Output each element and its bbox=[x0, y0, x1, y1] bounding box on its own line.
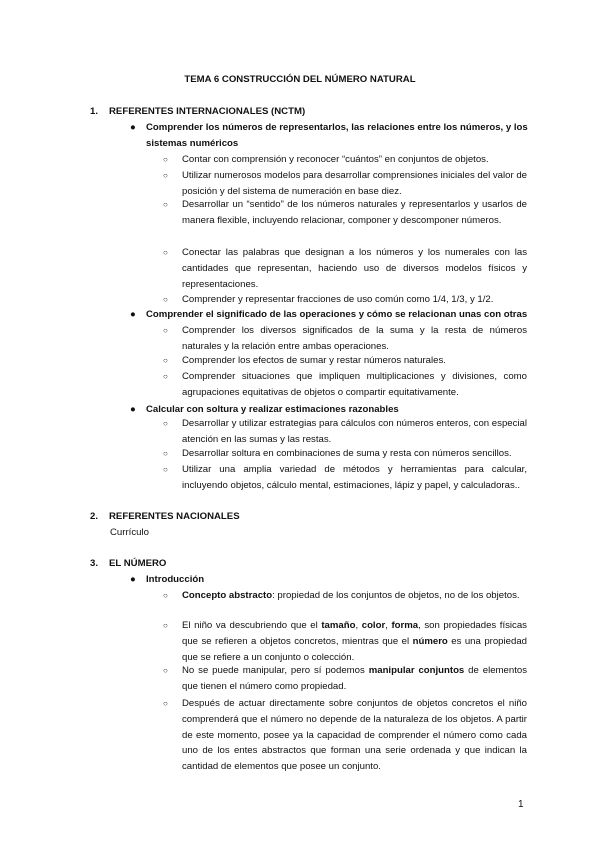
bullet-dot-icon: ● bbox=[130, 574, 136, 585]
text-run: , bbox=[385, 620, 392, 631]
list-item-text: Después de actuar directamente sobre conjuntos de objetos concretos el niño comprenderá que el número no depende de la naturaleza de los objetos. A partir de este momento, posee ya la capacidad de comprender el número como cada uno de los entes abstractos que forman una serie ordenada y que indican la cantidad de elementos que posee un conjunto. bbox=[182, 698, 527, 773]
list-item-text: Desarrollar y utilizar estrategias para cálculos con números enteros, con especial atención en las sumas y las restas. bbox=[182, 418, 528, 445]
bold-term: tamaño bbox=[321, 620, 356, 631]
circle-bullet-icon: ○ bbox=[163, 591, 168, 600]
section-2-subtext: Currículo bbox=[110, 527, 149, 538]
section-2-heading bbox=[90, 509, 240, 525]
list-item-text: Comprender y representar fracciones de uso común como 1/4, 1/3, y 1/2. bbox=[182, 294, 494, 305]
circle-bullet-icon: ○ bbox=[163, 666, 168, 675]
circle-bullet-icon: ○ bbox=[163, 248, 168, 257]
bullet-text: Introducción bbox=[146, 574, 205, 585]
bold-term: color bbox=[361, 620, 386, 631]
bullet-text: Comprender los números de representarlos, las relaciones entre los números, y los sistemas numéricos bbox=[146, 122, 528, 149]
circle-bullet-icon: ○ bbox=[163, 419, 168, 428]
bullet-dot-icon: ● bbox=[130, 404, 136, 415]
section-1-heading bbox=[90, 104, 305, 120]
list-item-text: Utilizar numerosos modelos para desarrollar comprensiones iniciales del valor de posición y del sistema de numeración en base diez. bbox=[182, 170, 528, 197]
bullet-dot-icon: ● bbox=[130, 309, 136, 320]
section-title: REFERENTES NACIONALES bbox=[109, 511, 240, 522]
document-title: TEMA 6 CONSTRUCCIÓN DEL NÚMERO NATURAL bbox=[184, 74, 416, 85]
circle-bullet-icon: ○ bbox=[163, 200, 168, 209]
list-item-text: Comprender los efectos de sumar y restar números naturales. bbox=[182, 355, 446, 366]
text-run: El niño va descubriendo que el bbox=[182, 620, 322, 631]
bold-term: manipular conjuntos bbox=[368, 665, 465, 676]
list-item-text: Contar con comprensión y reconocer “cuántos” en conjuntos de objetos. bbox=[182, 154, 489, 165]
circle-bullet-icon: ○ bbox=[163, 465, 168, 474]
bold-term: Concepto abstracto bbox=[182, 590, 273, 601]
text-run: , bbox=[355, 620, 362, 631]
circle-bullet-icon: ○ bbox=[163, 372, 168, 381]
list-item-text: Conectar las palabras que designan a los números y los numerales con las cantidades que representan, haciendo uso de diversos modelos físicos y representaciones. bbox=[182, 247, 527, 290]
bullet-text: Calcular con soltura y realizar estimaciones razonables bbox=[146, 404, 399, 415]
bullet-dot-icon: ● bbox=[130, 122, 136, 133]
section-title: REFERENTES INTERNACIONALES (NCTM) bbox=[109, 106, 306, 117]
list-item-text: Desarrollar soltura en combinaciones de suma y resta con números sencillos. bbox=[182, 448, 512, 459]
list-item-text: Comprender los diversos significados de la suma y la resta de números naturales y la relación entre ambas operaciones. bbox=[182, 325, 527, 352]
circle-bullet-icon: ○ bbox=[163, 449, 168, 458]
bold-term: número bbox=[412, 635, 448, 647]
list-item-text: Desarrollar un “sentido” de los números naturales y representarlos y usarlos de manera flexible, incluyendo relacionar, componer y descomponer números. bbox=[182, 199, 527, 226]
bold-term: forma bbox=[391, 620, 419, 631]
section-number: 3. bbox=[90, 558, 99, 569]
list-item-text bbox=[182, 588, 527, 604]
list-item-text bbox=[182, 618, 527, 665]
list-item-text bbox=[182, 663, 527, 695]
section-3-heading bbox=[90, 556, 166, 572]
text-run: , son propiedades físicas que se refieren a objetos concretos, mientras que el bbox=[182, 620, 527, 647]
list-item-text: Comprender situaciones que impliquen multiplicaciones y divisiones, como agrupaciones equitativas de objetos o compartir equitativamente. bbox=[182, 371, 527, 398]
section-number: 1. bbox=[90, 106, 99, 117]
bullet-text: Comprender el significado de las operaciones y cómo se relacionan unas con otras bbox=[146, 309, 528, 320]
circle-bullet-icon: ○ bbox=[163, 356, 168, 365]
text-run: No se puede manipular, pero sí podemos bbox=[182, 665, 369, 676]
circle-bullet-icon: ○ bbox=[163, 699, 168, 708]
text-run: : propiedad de los conjuntos de objetos, no de los objetos. bbox=[272, 590, 520, 601]
circle-bullet-icon: ○ bbox=[163, 171, 168, 180]
section-title: EL NÚMERO bbox=[109, 558, 167, 569]
page-number: 1 bbox=[518, 799, 524, 810]
list-item-text: Utilizar una amplia variedad de métodos y herramientas para calcular, incluyendo objetos, cálculo mental, estimaciones, lápiz y papel, y calculadoras.. bbox=[182, 464, 527, 491]
text-run: de elementos que tienen el número como propiedad. bbox=[182, 665, 527, 692]
circle-bullet-icon: ○ bbox=[163, 295, 168, 304]
circle-bullet-icon: ○ bbox=[163, 621, 168, 630]
section-number: 2. bbox=[90, 511, 99, 522]
text-run: es una propiedad que se refiere a un conjunto o colección. bbox=[182, 635, 527, 663]
circle-bullet-icon: ○ bbox=[163, 326, 168, 335]
circle-bullet-icon: ○ bbox=[163, 155, 168, 164]
